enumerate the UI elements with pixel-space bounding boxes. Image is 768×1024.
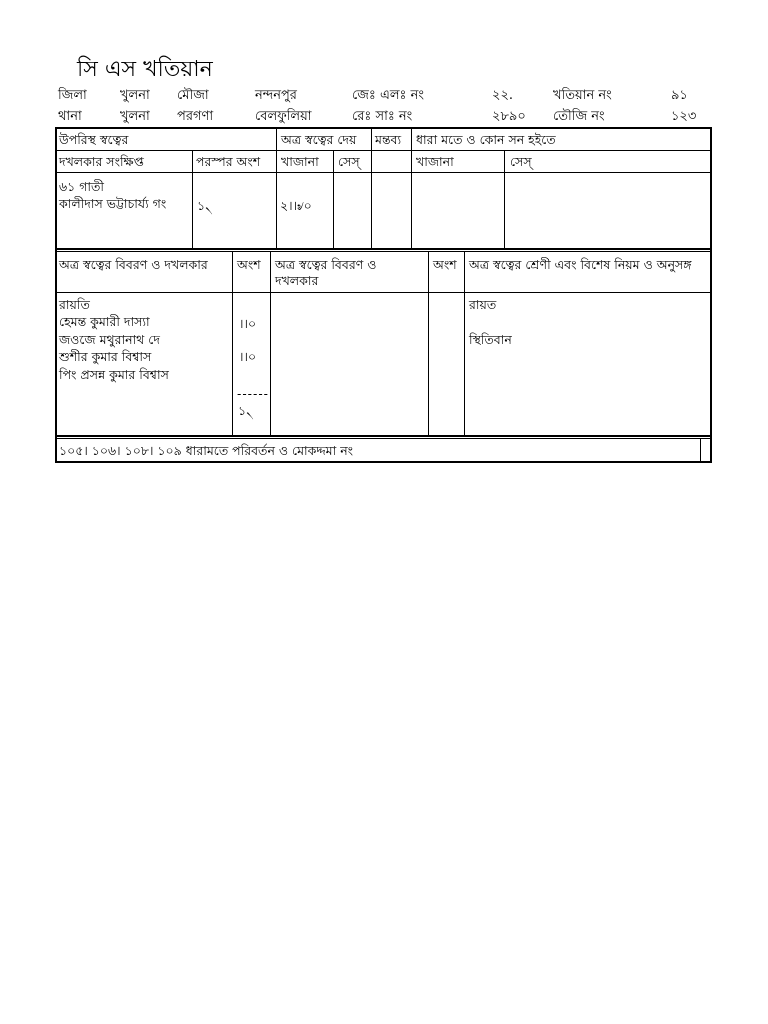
lower-col-line — [428, 251, 429, 437]
khatian-value: ৯১ — [671, 88, 688, 103]
jl-label: জেঃ এলঃ নং — [352, 88, 424, 103]
holder-line-2: কালীদাস ভট্টাচার্য্য গং — [59, 196, 167, 211]
category-label: রায়তি — [59, 297, 90, 312]
thana-label: থানা — [58, 109, 82, 124]
khajana-value: ২।।৶০ — [280, 198, 312, 213]
upper-col-line — [504, 150, 505, 249]
sub-khajana-2: খাজানা — [416, 154, 454, 169]
sub-paraspar: পরস্পর অংশ — [196, 154, 261, 169]
share-total-dashes: ------ — [237, 387, 269, 401]
section-divider — [55, 248, 712, 250]
mouza-value: নন্দনপুর — [255, 88, 297, 103]
pargana-value: বেলফুলিয়া — [255, 109, 312, 124]
footer-divider-inner — [55, 438, 712, 439]
table-border-right — [710, 127, 712, 463]
header-shreni: অত্র স্বত্বের শ্রেণী এবং বিশেষ নিয়ম ও অনুসঙ্গ — [469, 257, 692, 272]
header-angsha-1: অংশ — [237, 257, 261, 272]
sub-ses: সেস্ — [338, 154, 360, 169]
touzi-label: তৌজি নং — [553, 109, 605, 124]
share-1: ।।০ — [239, 316, 257, 331]
list-item: হেমন্ত কুমারী দাস্যা — [59, 314, 150, 329]
sub-khajana: খাজানা — [281, 154, 319, 169]
table-border-bottom — [55, 461, 712, 463]
header-bibaran-1: অত্র স্বত্বের বিবরণ ও দখলকার — [59, 257, 208, 272]
upper-col-line — [333, 150, 334, 249]
lower-col-line — [232, 251, 233, 437]
mouza-label: মৌজা — [177, 88, 209, 103]
sub-dakhalkar: দখলকার সংক্ষিপ্ত — [59, 154, 144, 169]
rayat-label: রায়ত — [469, 297, 497, 312]
lower-col-line — [464, 251, 465, 437]
upper-col-line — [276, 127, 277, 249]
list-item: শুশীর কুমার বিশ্বাস — [59, 349, 152, 364]
header-divider — [55, 150, 712, 151]
share-2: ।।০ — [239, 349, 257, 364]
list-item: জওজে মথুরানাথ দে — [59, 332, 160, 347]
zila-value: খুলনা — [120, 88, 150, 103]
sub-ses-2: সেস্ — [510, 154, 532, 169]
header-mantabya: মন্তব্য — [375, 132, 402, 147]
share-value: ১৲ — [197, 198, 213, 213]
upper-col-line — [192, 150, 193, 249]
khatian-label: খতিয়ান নং — [553, 88, 612, 103]
upper-col-line — [411, 127, 412, 249]
thana-value: খুলনা — [120, 109, 150, 124]
list-item: পিং প্রসন্ন কুমার বিশ্বাস — [59, 367, 169, 382]
zila-label: জিলা — [58, 88, 87, 103]
header-angsha-2: অংশ — [433, 257, 457, 272]
pargana-label: পরগণা — [177, 109, 214, 124]
touzi-value: ১২৩ — [671, 109, 697, 124]
share-total: ১৲ — [238, 403, 254, 418]
reg-value: ২৮৯০ — [492, 109, 526, 124]
lower-header-divider — [55, 292, 712, 293]
footer-divider — [55, 435, 712, 437]
khatian-table — [55, 127, 712, 463]
sthitiban-label: স্থিতিবান — [469, 332, 512, 347]
jl-value: ২২. — [492, 88, 514, 103]
section-divider-inner — [55, 251, 712, 252]
table-border-left — [55, 127, 57, 463]
reg-label: রেঃ সাঃ নং — [352, 109, 413, 124]
header-upasthita: উপরিস্থ স্বত্বের — [59, 132, 129, 147]
lower-col-line — [270, 251, 271, 437]
header-bibaran-2: অত্র স্বত্বের বিবরণ ও দখলকার — [275, 257, 377, 288]
holder-line-1: ৬১ গাতী — [59, 179, 104, 194]
upper-col-line — [371, 127, 372, 249]
header-deya: অত্র স্বত্বের দেয় — [281, 132, 357, 147]
table-border-top — [55, 127, 712, 129]
page-title: সি এস খতিয়ান — [77, 57, 213, 82]
subheader-divider — [55, 172, 712, 173]
header-dhara: ধারা মতে ও কোন সন হইতে — [416, 132, 556, 147]
footer-end-line — [700, 438, 701, 462]
footer-text: ১০৫। ১০৬। ১০৮। ১০৯ ধারামতে পরিবর্তন ও মোকদ্দমা নং — [59, 443, 354, 458]
